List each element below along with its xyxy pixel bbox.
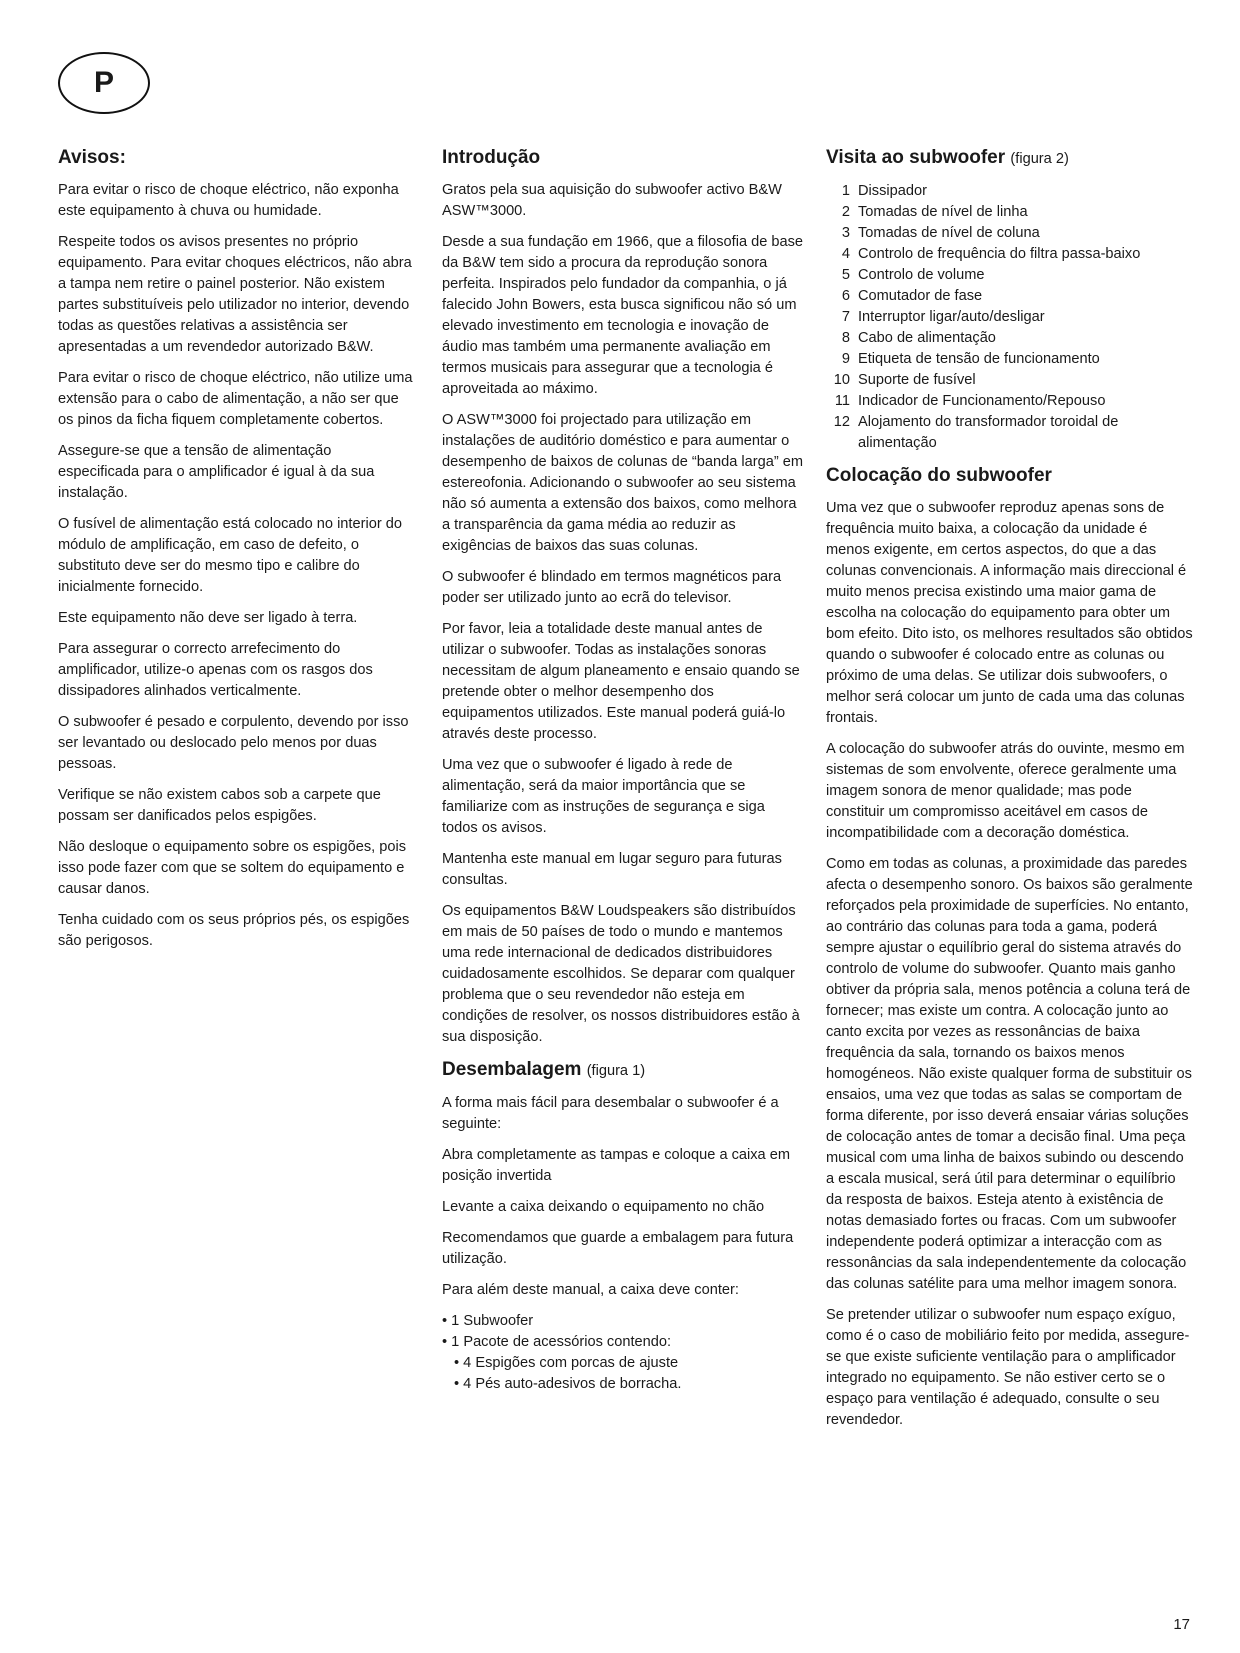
- item-number: 11: [834, 393, 850, 409]
- item-number: 10: [833, 372, 850, 388]
- list-item: [826, 202, 1194, 223]
- item-number: 9: [841, 351, 850, 367]
- warning-paragraph: Assegure-se que a tensão de alimentação especificada para o amplificador é igual à da sua instalação.: [58, 443, 375, 501]
- item-number: 6: [841, 288, 850, 304]
- item-text: Alojamento do transformador toroidal de alimentação: [858, 414, 1119, 451]
- list-item: [826, 181, 1194, 202]
- unpack-paragraph: A forma mais fácil para desembalar o subwoofer é a seguinte:: [442, 1095, 779, 1132]
- item-number: 4: [841, 246, 850, 262]
- list-item: [826, 244, 1194, 265]
- warning-paragraph: Respeite todos os avisos presentes no próprio equipamento. Para evitar choques eléctricos, não abra a tampa nem retire o painel posterior. Não existem partes substituíveis pelo utilizador no interior, devendo todas as questões relativas a assistência ser apresentadas a um revendedor autorizado B&W.: [58, 234, 412, 355]
- item-number: 12: [833, 414, 850, 430]
- item-text: Controlo de volume: [858, 267, 985, 283]
- item-text: Etiqueta de tensão de funcionamento: [858, 351, 1100, 367]
- warning-paragraph: O fusível de alimentação está colocado no interior do módulo de amplificação, em caso de defeito, o substituto deve ser do mesmo tipo e calibre do inicialmente fornecido.: [58, 516, 402, 595]
- intro-paragraph: O subwoofer é blindado em termos magnéticos para poder ser utilizado junto ao ecrã do televisor.: [442, 569, 782, 606]
- warning-paragraph: Este equipamento não deve ser ligado à terra.: [58, 610, 358, 626]
- placement-paragraph: A colocação do subwoofer atrás do ouvinte, mesmo em sistemas de som envolvente, oferece geralmente uma imagem sonora de menor qualidade; mas pode constituir um compromisso aceitável em casos de incompatibilidade com a decoração doméstica.: [826, 741, 1185, 841]
- placement-paragraph: Se pretender utilizar o subwoofer num espaço exíguo, como é o caso de mobiliário feito por medida, assegure-se que existe suficiente ventilação para o amplificador integrado no equipamento. Se não estiver certo se o espaço para ventilação é adequado, consulte o seu revendedor.: [826, 1307, 1190, 1428]
- tour-heading-text: Visita ao subwoofer: [826, 147, 1006, 168]
- item-text: Dissipador: [858, 183, 927, 199]
- introduction-heading: Introdução: [442, 147, 541, 168]
- unpacking-heading-text: Desembalagem: [442, 1059, 582, 1080]
- list-item: • 1 Pacote de acessórios contendo:: [442, 1334, 672, 1350]
- tour-heading: [826, 146, 1194, 171]
- list-item: [826, 307, 1194, 328]
- unpacking-heading: [442, 1058, 804, 1083]
- list-item: • 4 Pés auto-adesivos de borracha.: [454, 1376, 682, 1392]
- item-text: Interruptor ligar/auto/desligar: [858, 309, 1045, 325]
- box-contents-list: [442, 1311, 804, 1395]
- placement-paragraph: Uma vez que o subwoofer reproduz apenas sons de frequência muito baixa, a colocação da unidade é menos exigente, em certos aspectos, do que a das colunas convencionais. A informação mais direccional é muito menos precisa existindo uma maior gama de escolha na colocação do equipamento para obter um bom efeito. Dito isto, os melhores resultados são obtidos quando o subwoofer é colocado entre as colunas ou próximo de uma delas. Se utilizar dois subwoofers, o melhor será colocar um junto de cada uma das colunas frontais.: [826, 500, 1193, 726]
- list-item: [826, 391, 1194, 412]
- language-badge: P: [58, 52, 150, 114]
- intro-paragraph: Uma vez que o subwoofer é ligado à rede de alimentação, será da maior importância que se familiarize com as instruções de segurança e siga todos os avisos.: [442, 757, 765, 836]
- list-item: [826, 349, 1194, 370]
- unpack-paragraph: Abra completamente as tampas e coloque a caixa em posição invertida: [442, 1147, 791, 1184]
- page-number: 17: [1173, 1616, 1190, 1633]
- warnings-heading: Avisos:: [58, 147, 126, 168]
- intro-paragraph: Desde a sua fundação em 1966, que a filosofia de base da B&W tem sido a procura da reprodução sonora perfeita. Inspirados pelo fundador da companhia, o já falecido John Bowers, esta busca significou não só um elevado investimento em tecnologia e inovação de áudio mas também uma permanente avaliação em termos musicais para assegurar que a tecnologia é aproveitada ao máximo.: [442, 234, 804, 397]
- item-number: 1: [841, 183, 850, 199]
- warning-paragraph: Tenha cuidado com os seus próprios pés, os espigões são perigosos.: [58, 912, 410, 949]
- item-text: Tomadas de nível de linha: [858, 204, 1028, 220]
- item-number: 5: [841, 267, 850, 283]
- list-item: [826, 412, 1194, 454]
- placement-paragraph: Como em todas as colunas, a proximidade das paredes afecta o desempenho sonoro. Os baixos são geralmente reforçados pela proximidade de superfícies. No entanto, ao contrário das colunas para toda a gama, poderá sempre ajustar o equilíbrio geral do sistema através do controlo de volume do subwoofer. Quanto mais ganho obtiver da própria sala, menos potência a coluna terá de fornecer; mas existe um contra. A colocação junto ao canto excita por vezes as ressonâncias de baixa frequência da sala, tornando os baixos menos homogéneos. Não existe qualquer forma de substituir os ensaios, uma vez que todas as salas se comportam de forma diferente, por isso deverá ensaiar várias soluções de colocação antes de tomar a decisão final. Uma peça musical com uma linha de baixos subindo ou descendo a escala musical, será útil para determinar o equilíbrio da resposta de baixos. Esteja atento à existência de notas demasiado fortes ou fracas. Com um subwoofer independente poderá optimizar a interacção com as ressonâncias da sala independentemente da colocação das colunas satélite para uma melhor imagem sonora.: [826, 856, 1193, 1292]
- intro-paragraph: Por favor, leia a totalidade deste manual antes de utilizar o subwoofer. Todas as instalações sonoras necessitam de algum planeamento e ensaio quando se pretende obter o melhor desempenho dos equipamentos utilizados. Este manual poderá guiá-lo através deste processo.: [442, 621, 800, 742]
- column-warnings: [58, 146, 413, 962]
- item-text: Comutador de fase: [858, 288, 983, 304]
- item-text: Indicador de Funcionamento/Repouso: [858, 393, 1106, 409]
- item-number: 8: [841, 330, 850, 346]
- list-item: [826, 223, 1194, 244]
- list-item: [826, 328, 1194, 349]
- list-item: • 4 Espigões com porcas de ajuste: [454, 1355, 679, 1371]
- item-text: Tomadas de nível de coluna: [858, 225, 1040, 241]
- item-text: Cabo de alimentação: [858, 330, 996, 346]
- intro-paragraph: Gratos pela sua aquisição do subwoofer activo B&W ASW™3000.: [442, 182, 782, 219]
- warning-paragraph: Verifique se não existem cabos sob a carpete que possam ser danificados pelos espigões.: [58, 787, 381, 824]
- warning-paragraph: Para evitar o risco de choque eléctrico, não exponha este equipamento à chuva ou humidade.: [58, 182, 399, 219]
- item-text: Suporte de fusível: [858, 372, 976, 388]
- list-item: [826, 286, 1194, 307]
- intro-paragraph: Mantenha este manual em lugar seguro para futuras consultas.: [442, 851, 782, 888]
- intro-paragraph: O ASW™3000 foi projectado para utilização em instalações de auditório doméstico e para aumentar o desempenho de baixos de colunas de “banda larga” em estereofonia. Adicionando o subwoofer ao seu sistema não só aumenta a extensão dos baixos, como melhora a transparência da gama média ao reduzir as exigências de baixos das suas colunas.: [442, 412, 804, 554]
- intro-paragraph: Os equipamentos B&W Loudspeakers são distribuídos em mais de 50 países de todo o mundo e mantemos uma rede internacional de dedicados distribuidores cuidadosamente escolhidos. Se deparar com qualquer problema que o seu revendedor não esteja em condições de resolver, os nossos distribuidores estão à sua disposição.: [442, 903, 800, 1045]
- list-item: • 1 Subwoofer: [442, 1313, 534, 1329]
- warning-paragraph: Não desloque o equipamento sobre os espigões, pois isso pode fazer com que se soltem do equipamento e causar danos.: [58, 839, 407, 897]
- component-list: [826, 181, 1194, 454]
- unpack-paragraph: Levante a caixa deixando o equipamento no chão: [442, 1199, 765, 1215]
- figure-reference: (figura 2): [1010, 151, 1069, 167]
- figure-reference: (figura 1): [586, 1063, 646, 1079]
- placement-heading: Colocação do subwoofer: [826, 465, 1052, 486]
- item-number: 3: [841, 225, 850, 241]
- list-item: [826, 370, 1194, 391]
- warning-paragraph: O subwoofer é pesado e corpulento, devendo por isso ser levantado ou deslocado pelo menos por duas pessoas.: [58, 714, 409, 772]
- item-number: 2: [841, 204, 850, 220]
- column-subwoofer: [826, 146, 1194, 1441]
- unpack-paragraph: Para além deste manual, a caixa deve conter:: [442, 1282, 739, 1298]
- list-item: [826, 265, 1194, 286]
- item-number: 7: [841, 309, 850, 325]
- warning-paragraph: Para assegurar o correcto arrefecimento do amplificador, utilize-o apenas com os rasgos dos dissipadores alinhados verticalmente.: [58, 641, 373, 699]
- item-text: Controlo de frequência do filtra passa-baixo: [858, 246, 1141, 262]
- unpack-paragraph: Recomendamos que guarde a embalagem para futura utilização.: [442, 1230, 794, 1267]
- column-introduction: [442, 146, 804, 1395]
- warning-paragraph: Para evitar o risco de choque eléctrico, não utilize uma extensão para o cabo de alimentação, a não ser que os pinos da ficha fiquem completamente cobertos.: [58, 370, 413, 428]
